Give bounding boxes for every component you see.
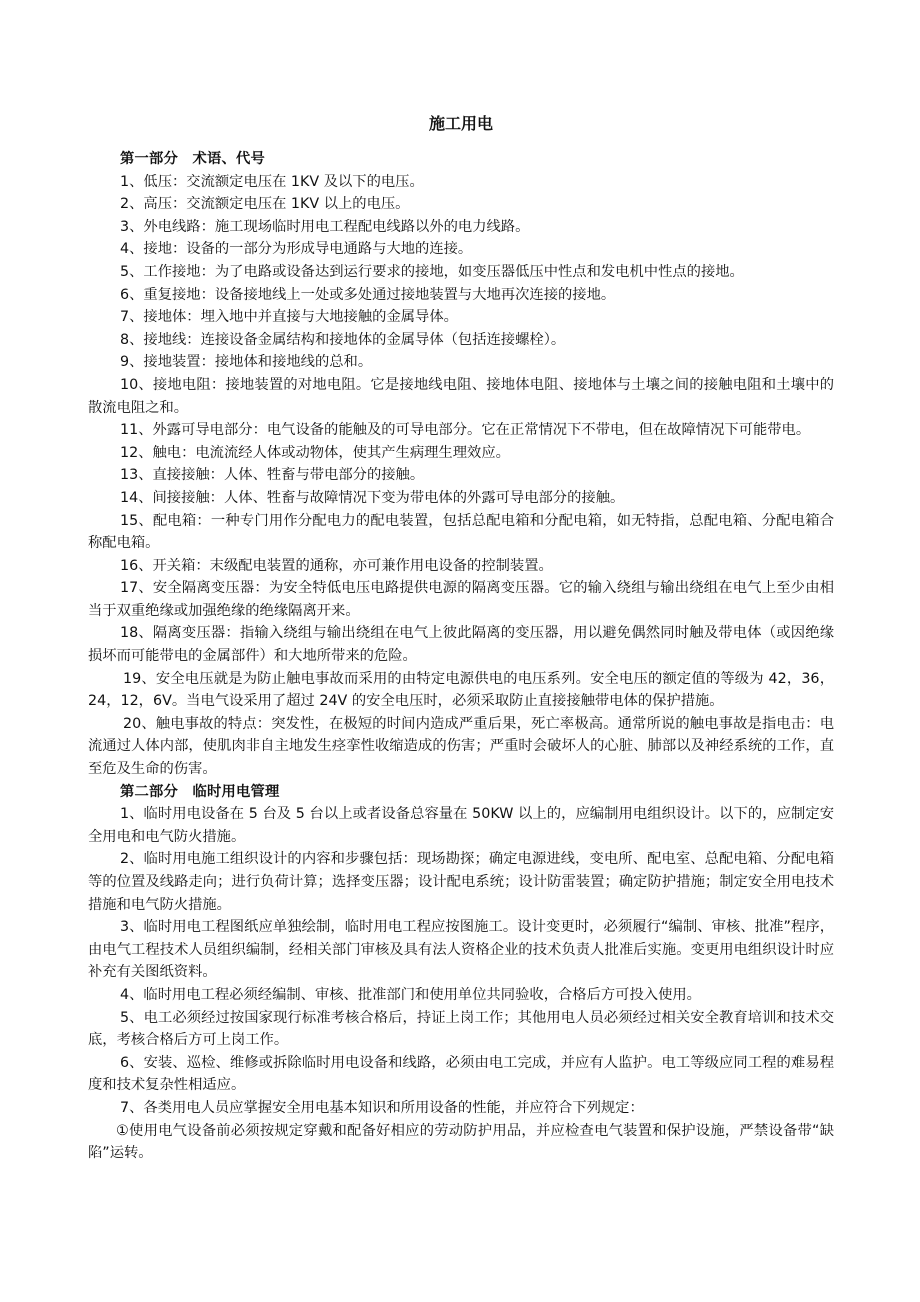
rule-4: 4、临时用电工程必须经编制、审核、批准部门和使用单位共同验收，合格后方可投入使用。	[120, 986, 701, 1003]
term-8: 8、接地线：连接设备金属结构和接地体的金属导体（包括连接螺栓）。	[120, 331, 566, 348]
rule-2: 2、临时用电施工组织设计的内容和步骤包括：现场勘探；确定电源进线，变电所、配电室、总配电箱、分配电箱等的位置及线路走向；进行负荷计算；选择变压器；设计配电系统；设计防雷装置；确定防护措施；制定安全用电技术措施和电气防火措施。	[88, 851, 834, 913]
term-6: 6、重复接地：设备接地线上一处或多处通过接地装置与大地再次连接的接地。	[120, 286, 616, 303]
rule-7-sub-1: ①使用电气设备前必须按规定穿戴和配备好相应的劳动防护用品，并应检查电气装置和保护设施，严禁设备带“缺陷”运转。	[88, 1122, 834, 1162]
document-title: 施工用电	[428, 114, 493, 133]
term-4: 4、接地：设备的一部分为形成导电通路与大地的连接。	[120, 241, 473, 258]
term-14: 14、间接接触：人体、牲畜与故障情况下变为带电体的外露可导电部分的接触。	[120, 489, 625, 506]
term-10: 10、接地电阻：接地装置的对地电阻。它是接地线电阻、接地体电阻、接地体与土壤之间的接触电阻和土壤中的散流电阻之和。	[88, 376, 834, 416]
rule-7: 7、各类用电人员应掌握安全用电基本知识和所用设备的性能，并应符合下列规定：	[120, 1099, 644, 1116]
term-12: 12、触电：电流流经人体或动物体，使其产生病理生理效应。	[120, 444, 510, 461]
term-2: 2、高压：交流额定电压在 1KV 以上的电压。	[120, 196, 410, 213]
term-20: 20、触电事故的特点：突发性，在极短的时间内造成严重后果，死亡率极高。通常所说的触电事故是指电击：电流通过人体内部，使肌肉非自主地发生痉挛性收缩造成的伤害；严重时会破坏人的心脏、肺部以及神经系统的工作，直至危及生命的伤害。	[88, 715, 834, 778]
term-7: 7、接地体：埋入地中并直接与大地接触的金属导体。	[120, 309, 458, 326]
rule-3: 3、临时用电工程图纸应单独绘制，临时用电工程应按图施工。设计变更时，必须履行“编制、审核、批准”程序，由电气工程技术人员组织编制，经相关部门审核及具有法人资格企业的技术负责人批准后实施。变更用电组织设计时应补充有关图纸资料。	[88, 919, 834, 981]
term-13: 13、直接接触：人体、牲畜与带电部分的接触。	[120, 467, 425, 484]
section-1-heading: 第一部分 术语、代号	[120, 151, 265, 167]
term-5: 5、工作接地：为了电路或设备达到运行要求的接地，如变压器低压中性点和发电机中性点的接地。	[120, 263, 744, 280]
term-17: 17、安全隔离变压器：为安全特低电压电路提供电源的隔离变压器。它的输入绕组与输出绕组在电气上至少由相当于双重绝缘或加强绝缘的绝缘隔离开来。	[88, 580, 834, 619]
term-11: 11、外露可导电部分：电气设备的能触及的可导电部分。它在正常情况下不带电，但在故障情况下可能带电。	[120, 422, 811, 439]
term-1: 1、低压：交流额定电压在 1KV 及以下的电压。	[120, 173, 424, 190]
term-18: 18、隔离变压器：指输入绕组与输出绕组在电气上彼此隔离的变压器，用以避免偶然同时触及带电体（或因绝缘损坏而可能带电的金属部件）和大地所带来的危险。	[88, 625, 834, 665]
rule-6: 6、安装、巡检、维修或拆除临时用电设备和线路，必须由电工完成，并应有人监护。电工等级应同工程的难易程度和技术复杂性相适应。	[88, 1054, 834, 1094]
term-15: 15、配电箱：一种专门用作分配电力的配电装置，包括总配电箱和分配电箱，如无特指，总配电箱、分配电箱合称配电箱。	[88, 512, 834, 552]
term-9: 9、接地装置：接地体和接地线的总和。	[120, 354, 373, 371]
section-2-heading: 第二部分 临时用电管理	[120, 783, 280, 800]
document-body	[88, 112, 834, 1165]
term-16: 16、开关箱：末级配电装置的通称，亦可兼作用电设备的控制装置。	[120, 557, 553, 574]
rule-1: 1、临时用电设备在 5 台及 5 台以上或者设备总容量在 50KW 以上的，应编制用电组织设计。以下的，应制定安全用电和电气防火措施。	[88, 806, 834, 845]
term-19: 19、安全电压就是为防止触电事故而采用的由特定电源供电的电压系列。安全电压的额定值的等级为 42，36，24，12，6V。当电气设采用了超过 24V 的安全电压时，必须采取防止直接接触带电体的保护措施。	[88, 670, 834, 710]
term-3: 3、外电线路：施工现场临时用电工程配电线路以外的电力线路。	[120, 218, 530, 235]
rule-5: 5、电工必须经过按国家现行标准考核合格后，持证上岗工作；其他用电人员必须经过相关安全教育培训和技术交底，考核合格后方可上岗工作。	[88, 1009, 834, 1049]
